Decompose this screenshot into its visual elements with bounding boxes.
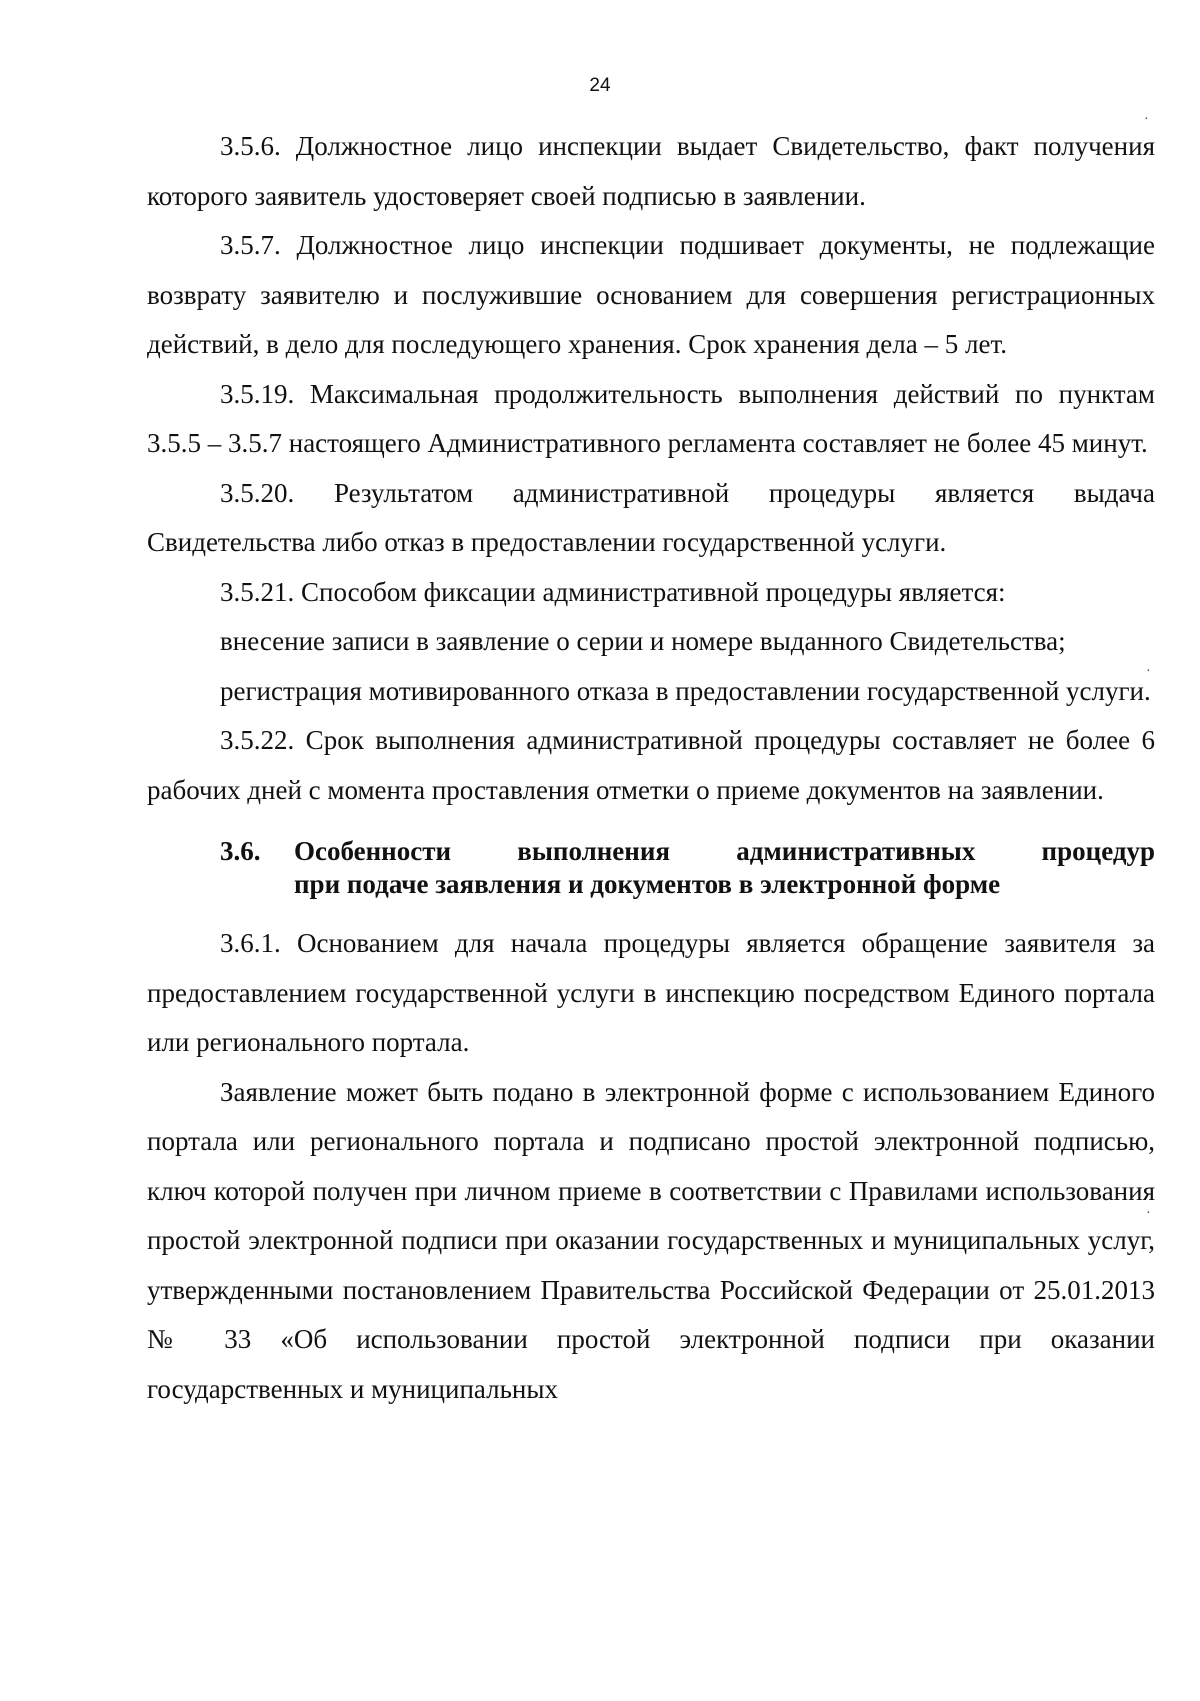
paragraph-3-5-22: 3.5.22. Срок выполнения административной процедуры составляет не более 6 рабочих дней с момента проставления отметки о приеме документов на заявлении. (147, 725, 1155, 805)
section-heading-3-6 (147, 835, 1155, 901)
paragraph-record-entry: внесение записи в заявление о серии и номере выданного Свидетельства; (220, 626, 1066, 656)
paragraph-3-5-21: 3.5.21. Способом фиксации административной процедуры является: (220, 576, 1006, 607)
section-heading-title (294, 835, 1155, 901)
paragraph-3-5-20: 3.5.20. Результатом административной процедуры является выдача Свидетельства либо отказ в предоставлении государственной услуги. (147, 477, 1155, 557)
paragraph-3-6-1: 3.6.1. Основанием для начала процедуры является обращение заявителя за предоставлением государственной услуги в инспекцию посредством Единого портала или регионального портала. (147, 928, 1155, 1057)
scan-speck: · (1146, 664, 1151, 679)
scan-speck: · (1144, 112, 1149, 127)
paragraph-3-5-19: 3.5.19. Максимальная продолжительность выполнения действий по пунктам 3.5.5 – 3.5.7 настоящего Административного регламента составляет не более 45 минут. (147, 378, 1155, 458)
section-heading-line-1: Особенности выполнения административных процедур (294, 836, 1155, 866)
section-heading-number: 3.6. (220, 836, 261, 866)
paragraph-refusal-registration: регистрация мотивированного отказа в предоставлении государственной услуги. (220, 675, 1151, 706)
paragraph-3-5-7: 3.5.7. Должностное лицо инспекции подшивает документы, не подлежащие возврату заявителю и послужившие основанием для совершения регистрационных действий, в дело для последующего хранения. Срок хранения дела – 5 лет. (147, 230, 1155, 359)
section-heading-line-2: при подаче заявления и документов в электронной форме (294, 869, 1001, 899)
paragraph-electronic-application: Заявление может быть подано в электронной форме с использованием Единого портала или регионального портала и подписано простой электронной подписью, ключ которой получен при личном приеме в соответствии с Правилами использования простой электронной подписи при оказании государственных и муниципальных услуг, утвержденными постановлением Правительства Российской Федерации от 25.01.2013 № 33 «Об использовании простой электронной подписи при оказании государственных и муниципальных (147, 1076, 1155, 1404)
document-body (147, 122, 1155, 1414)
page-number: 24 (589, 75, 611, 96)
scan-speck: · (1146, 1206, 1151, 1221)
paragraph-3-5-6: 3.5.6. Должностное лицо инспекции выдает Свидетельство, факт получения которого заявитель удостоверяет своей подписью в заявлении. (147, 131, 1155, 211)
